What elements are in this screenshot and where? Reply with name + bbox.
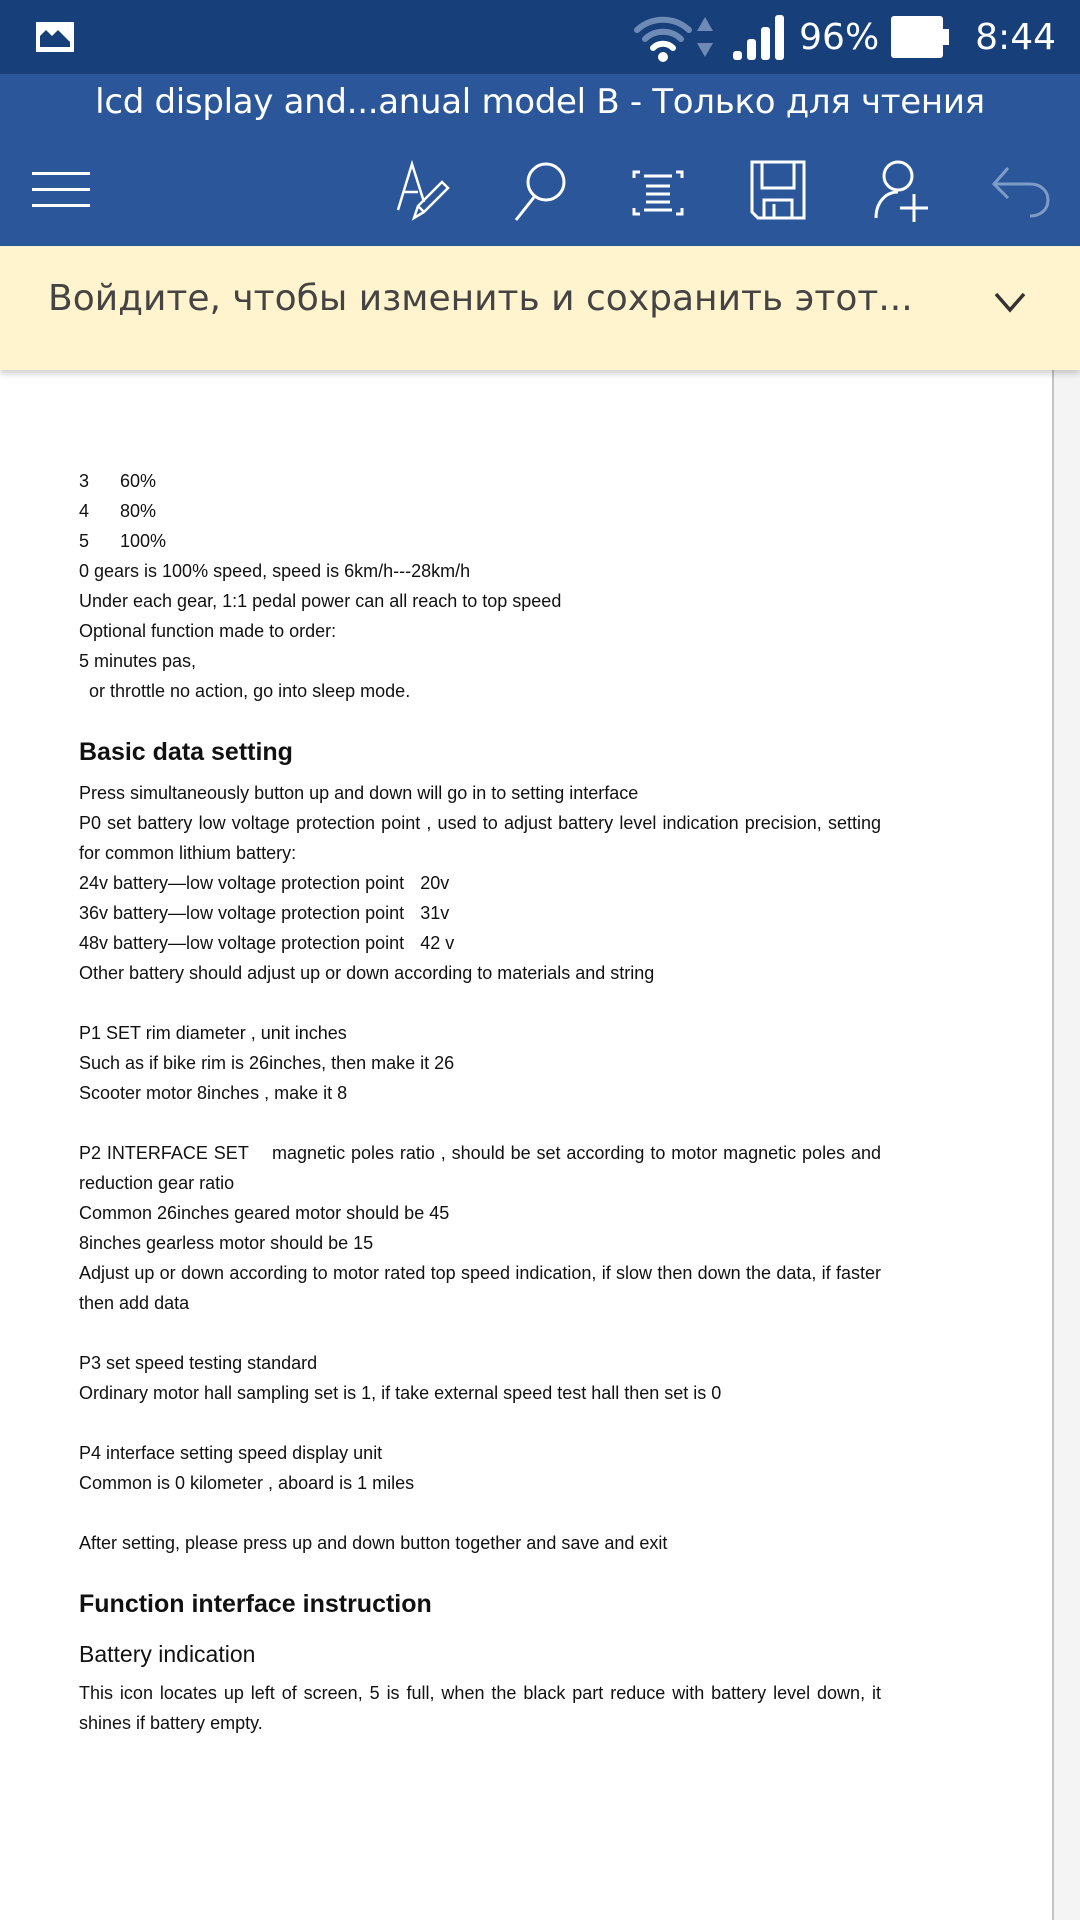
battery-icon (891, 16, 949, 58)
search-button[interactable] (504, 154, 576, 226)
menu-button[interactable] (24, 154, 96, 226)
banner-text: Войдите, чтобы изменить и сохранить этот... (48, 278, 913, 319)
paragraph: Common 26inches geared motor should be 45 (79, 1203, 450, 1223)
gear-number: 3 (79, 471, 90, 491)
gear-value: 100% (120, 531, 167, 551)
heading-function-interface: Function interface instruction (79, 1590, 432, 1618)
save-icon (746, 158, 810, 222)
battery-row (79, 898, 881, 928)
hamburger-menu-icon (28, 158, 92, 222)
paragraph: Ordinary motor hall sampling set is 1, if take external speed test hall then set is 0 (79, 1383, 722, 1403)
app-bar (0, 74, 1080, 246)
paragraph: P1 SET rim diameter , unit inches (79, 1023, 347, 1043)
paragraph: 0 gears is 100% speed, speed is 6km/h---28km/h (79, 561, 471, 581)
paragraph: After setting, please press up and down button together and save and exit (79, 1533, 668, 1553)
battery-value: 42 v (420, 933, 455, 953)
battery-label: 36v battery—low voltage protection point (79, 903, 405, 923)
paragraph: P4 interface setting speed display unit (79, 1443, 383, 1463)
paragraph: 8inches gearless motor should be 15 (79, 1233, 374, 1253)
battery-percent: 96% (799, 16, 880, 58)
gear-number: 4 (79, 501, 90, 521)
battery-row (79, 868, 881, 898)
image-gallery-icon (36, 22, 74, 52)
reading-view-icon (626, 158, 690, 222)
paragraph: 5 minutes pas, (79, 651, 197, 671)
save-button[interactable] (742, 154, 814, 226)
data-transfer-icon (695, 15, 715, 59)
edit-text-icon (390, 158, 454, 222)
reading-view-button[interactable] (622, 154, 694, 226)
paragraph: Optional function made to order: (79, 621, 337, 641)
paragraph: Scooter motor 8inches , make it 8 (79, 1083, 348, 1103)
battery-value: 31v (420, 903, 450, 923)
undo-icon (988, 158, 1052, 222)
paragraph: P2 INTERFACE SET magnetic poles ratio , should be set according to motor magnetic poles and reduction gear ratio (79, 1143, 887, 1193)
paragraph: Adjust up or down according to motor rated top speed indication, if slow then down the data, if faster then add data (79, 1263, 881, 1313)
add-person-icon (868, 158, 932, 222)
paragraph: P0 set battery low voltage protection point , used to adjust battery level indication precision, setting for common lithium battery: (79, 813, 881, 863)
paragraph: Under each gear, 1:1 pedal power can all reach to top speed (79, 591, 562, 611)
page-margin (1054, 370, 1080, 1920)
undo-button[interactable] (984, 154, 1056, 226)
search-icon (508, 158, 572, 222)
paragraph: Such as if bike rim is 26inches, then make it 26 (79, 1053, 455, 1073)
chevron-down-icon[interactable] (990, 282, 1030, 322)
paragraph: This icon locates up left of screen, 5 is full, when the black part reduce with battery level down, it shines if battery empty. (79, 1683, 881, 1733)
clock: 8:44 (975, 16, 1056, 58)
document-title: lcd display and...anual model B - Только для чтения (95, 82, 985, 122)
gear-row (79, 466, 881, 496)
heading-battery-indication: Battery indication (79, 1641, 256, 1667)
paragraph: P3 set speed testing standard (79, 1353, 318, 1373)
gear-number: 5 (79, 531, 90, 551)
battery-label: 48v battery—low voltage protection point (79, 933, 405, 953)
sign-in-banner[interactable] (0, 246, 1080, 370)
gear-value: 60% (120, 471, 157, 491)
paragraph: Other battery should adjust up or down according to materials and string (79, 963, 655, 983)
share-button[interactable] (864, 154, 936, 226)
document-view[interactable] (0, 370, 1080, 1920)
heading-basic-data-setting: Basic data setting (79, 738, 293, 766)
paragraph: or throttle no action, go into sleep mode. (89, 681, 411, 701)
wifi-icon (633, 12, 693, 62)
battery-label: 24v battery—low voltage protection point (79, 873, 405, 893)
gear-value: 80% (120, 501, 157, 521)
status-bar (0, 0, 1080, 74)
edit-button[interactable] (386, 154, 458, 226)
gear-row (79, 496, 881, 526)
document-page (79, 466, 887, 1738)
battery-row (79, 928, 881, 958)
cellular-signal-icon (731, 13, 785, 61)
paragraph: Press simultaneously button up and down will go in to setting interface (79, 783, 639, 803)
battery-value: 20v (420, 873, 450, 893)
paragraph: Common is 0 kilometer , aboard is 1 miles (79, 1473, 415, 1493)
gear-row (79, 526, 881, 556)
